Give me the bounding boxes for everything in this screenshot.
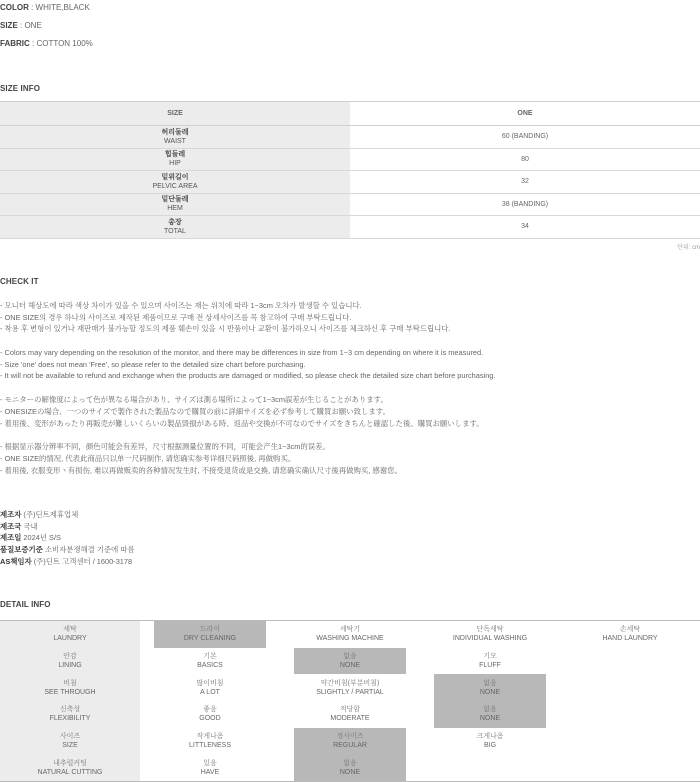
- spec-color: COLOR : WHITE,BLACK: [0, 3, 90, 12]
- check-gap: [0, 382, 700, 394]
- detail-cell-en: LITTLENESS: [188, 742, 231, 750]
- detail-cell-ko: 비침: [63, 679, 77, 687]
- detail-cell-en: BIG: [483, 742, 497, 750]
- detail-info-title: DETAIL INFO: [0, 600, 51, 609]
- detail-cell-ko: 좋음: [203, 706, 217, 714]
- detail-cell: [0, 621, 140, 648]
- size-row: [0, 194, 700, 217]
- detail-cell: [560, 648, 700, 675]
- detail-cell-en: NATURAL CUTTING: [37, 768, 103, 776]
- check-note-line: - It will not be available to refund and exchange when the products are damaged or modified, so please check the detailed size chart before purchasing.: [0, 371, 496, 381]
- maker-info: [0, 509, 135, 567]
- size-table: [0, 101, 700, 239]
- detail-cell: [0, 648, 140, 675]
- check-note-line: - ONE SIZE的情况, 代表此商品只以单一尺码制作, 请您确实参考详细尺码照後, 再做购买。: [0, 453, 296, 463]
- size-row: [0, 171, 700, 194]
- size-row-value: 60 (BANDING): [501, 133, 549, 141]
- maker-info-label: 제조일: [0, 533, 22, 543]
- size-row: [0, 216, 700, 239]
- detail-cell-inner: [0, 648, 140, 675]
- detail-cell-inner: [434, 648, 546, 675]
- detail-cell-en: REGULAR: [333, 742, 367, 750]
- maker-info-label: 제조국: [0, 521, 22, 531]
- size-row-label: [0, 216, 350, 238]
- detail-cell-inner: [574, 621, 686, 648]
- size-row-value: 32: [521, 178, 529, 186]
- size-row-label-ko: 허리둘레: [161, 128, 189, 136]
- detail-cell: [560, 754, 700, 781]
- detail-cell: [420, 754, 560, 781]
- detail-cell-en: NONE: [339, 768, 361, 776]
- detail-cell-ko: 손세탁: [619, 626, 641, 634]
- detail-cell-ko: 없음: [343, 653, 357, 661]
- detail-cell: [420, 621, 560, 648]
- detail-cell-inner: [294, 701, 406, 728]
- detail-cell: [140, 674, 280, 701]
- maker-info-line: [0, 521, 135, 533]
- detail-cell-en: FLUFF: [479, 662, 501, 670]
- check-gap: [0, 335, 700, 347]
- detail-cell-en: LAUNDRY: [53, 635, 87, 643]
- detail-cell-en: DRY CLEANING: [183, 635, 237, 643]
- detail-cell-inner: [0, 754, 140, 781]
- detail-cell-ko: 없음: [343, 759, 357, 767]
- size-row-label-en: TOTAL: [164, 227, 186, 235]
- maker-info-label: AS책임자: [0, 556, 32, 566]
- size-row: [0, 126, 700, 149]
- detail-cell-ko: 신축성: [59, 706, 81, 714]
- detail-row: [0, 674, 700, 701]
- size-row-label-en: HEM: [167, 205, 183, 213]
- detail-cell: [280, 701, 420, 728]
- detail-cell: [560, 621, 700, 648]
- size-row-label: [0, 149, 350, 171]
- detail-cell: [560, 728, 700, 755]
- detail-cell-inner: [294, 728, 406, 755]
- detail-cell: [560, 674, 700, 701]
- detail-cell-inner: [154, 728, 266, 755]
- detail-cell-inner: [434, 728, 546, 755]
- detail-row: [0, 648, 700, 675]
- detail-cell-ko: 없음: [483, 706, 497, 714]
- detail-cell-inner: [154, 621, 266, 648]
- detail-row: [0, 621, 700, 648]
- check-gap: [0, 429, 700, 441]
- size-row-value: 80: [521, 155, 529, 163]
- check-note-line: - Size 'one' does not mean 'Free', so please refer to the detailed size chart before purchasing.: [0, 359, 306, 369]
- check-note-line: - 着用後, 衣服变形丶有损伤, 难以再做贩卖的各种情况发生时, 不接受退货或是交換, 请您确实确认尺寸後再做购买, 感谢您。: [0, 465, 402, 475]
- maker-info-value: (주)딘트 고객센터 / 1600-3178: [33, 556, 133, 566]
- detail-cell-inner: [294, 674, 406, 701]
- detail-cell: [140, 648, 280, 675]
- size-row-label-en: HIP: [169, 160, 181, 168]
- detail-cell-inner: [434, 674, 546, 701]
- detail-grid: [0, 620, 700, 782]
- check-note-line: - ONESIZEの場合、一つのサイズで製作された製品なので購買の前に詳細サイズを必ず参考して購買お願い致します。: [0, 406, 390, 416]
- detail-cell-selected: [280, 754, 420, 781]
- detail-cell-selected: [140, 621, 280, 648]
- check-note-line: - モニターの解像度によって色が異なる場合があり、サイズは測る場所によって1~3cm誤差が生じることがあります。: [0, 395, 388, 405]
- detail-cell-en: FLEXIBILITY: [49, 715, 91, 723]
- detail-cell-en: SIZE: [62, 742, 78, 750]
- size-row-value: 34: [521, 223, 529, 231]
- detail-cell-ko: 세탁: [63, 626, 77, 634]
- detail-cell-inner: [154, 701, 266, 728]
- detail-cell-ko: 크게나옴: [476, 733, 504, 741]
- check-note-line: - 根据显示器分辨率不同，颜色可能会有差异，尺寸根据测量位置的不同，可能会产生1~3cm的误差。: [0, 442, 330, 452]
- detail-cell-ko: 약간비침(부분비침): [320, 679, 380, 687]
- detail-cell-ko: 세탁기: [339, 626, 361, 634]
- size-info-title: SIZE INFO: [0, 84, 41, 93]
- detail-cell: [560, 701, 700, 728]
- detail-cell-en: HAND LAUNDRY: [602, 635, 658, 643]
- detail-cell-ko: 기모: [483, 653, 497, 661]
- detail-cell: [140, 701, 280, 728]
- detail-cell-ko: 안감: [63, 653, 77, 661]
- detail-cell-inner: [0, 701, 140, 728]
- maker-info-line: [0, 509, 135, 521]
- check-note-line: - 착용 후 변형이 있거나 재판매가 불가능할 정도의 제품 훼손이 있을 시 반품이나 교환이 불가하오니 사이즈를 체크하신 후 구매 부탁드립니다.: [0, 324, 451, 334]
- size-row-label-ko: 힙둘레: [164, 151, 186, 159]
- detail-cell-inner: [0, 674, 140, 701]
- detail-cell: [280, 621, 420, 648]
- check-note-line: - 着用後、変形があったり再販売が難しいくらいの製品毀損がある時、返品や交換が不可なのでサイズをきちんと確認した後、購買お願いします。: [0, 418, 484, 428]
- maker-info-line: [0, 532, 135, 544]
- maker-info-value: 국내: [23, 521, 38, 531]
- detail-cell-ko: 기본: [203, 653, 217, 661]
- size-row-label: [0, 194, 350, 216]
- detail-cell-en: WASHING MACHINE: [316, 635, 384, 643]
- detail-cell-en: NONE: [479, 688, 501, 696]
- detail-cell-en: NONE: [479, 715, 501, 723]
- detail-cell: [0, 754, 140, 781]
- detail-cell: [140, 728, 280, 755]
- detail-cell-en: GOOD: [199, 715, 221, 723]
- detail-cell-ko: 정사이즈: [336, 733, 364, 741]
- check-note-line: - ONE SIZE의 경우 하나의 사이즈로 제작된 제품이므로 구매 전 상세사이즈를 꼭 참고하여 구매 부탁드립니다.: [0, 312, 352, 322]
- detail-row: [0, 728, 700, 755]
- detail-cell-selected: [280, 728, 420, 755]
- detail-cell-ko: 작게나옴: [196, 733, 224, 741]
- detail-cell-en: LINING: [58, 662, 82, 670]
- detail-cell-inner: [154, 674, 266, 701]
- size-row-label-en: WAIST: [164, 137, 186, 145]
- maker-info-line: [0, 544, 135, 556]
- detail-cell-selected: [280, 648, 420, 675]
- detail-cell-en: SEE THROUGH: [44, 688, 96, 696]
- detail-row: [0, 754, 700, 781]
- check-it-notes: [0, 300, 700, 476]
- size-row-label: [0, 171, 350, 193]
- detail-cell-inner: [434, 701, 546, 728]
- detail-cell-en: A LOT: [200, 688, 220, 696]
- detail-cell: [0, 674, 140, 701]
- detail-cell-en: SLIGHTLY / PARTIAL: [316, 688, 384, 696]
- size-table-header: [0, 102, 700, 126]
- check-note-line: - 모니터 해상도에 따라 색상 차이가 있을 수 있으며 사이즈는 재는 위치에 따라 1~3cm 오차가 발생할 수 있습니다.: [0, 301, 362, 310]
- detail-row: [0, 701, 700, 728]
- size-row-label-en: PELVIC AREA: [152, 182, 198, 190]
- size-row-label-ko: 총장: [168, 218, 182, 226]
- detail-cell-inner: [0, 728, 140, 755]
- detail-cell-ko: 드라이: [199, 626, 221, 634]
- detail-cell-en: MODERATE: [330, 715, 370, 723]
- detail-cell-inner: [294, 621, 406, 648]
- detail-cell-inner: [154, 754, 266, 781]
- maker-info-value: 소비자분쟁해결 기준에 따름: [44, 545, 135, 555]
- unit-label: 단위: cm: [677, 245, 700, 251]
- detail-cell-ko: 있음: [203, 759, 217, 767]
- detail-cell: [420, 728, 560, 755]
- size-header-value: ONE: [350, 102, 700, 125]
- check-it-title: CHECK IT: [0, 277, 39, 286]
- size-row-label-ko: 밑위길이: [161, 173, 189, 181]
- detail-cell: [280, 674, 420, 701]
- detail-cell-ko: 사이즈: [59, 733, 81, 741]
- detail-cell-inner: [294, 648, 406, 675]
- detail-cell: [0, 728, 140, 755]
- detail-cell-en: NONE: [339, 662, 361, 670]
- detail-cell: [140, 754, 280, 781]
- detail-cell-selected: [420, 674, 560, 701]
- detail-cell-en: HAVE: [200, 768, 220, 776]
- size-header-label: SIZE: [0, 102, 350, 125]
- maker-info-line: [0, 556, 135, 568]
- spec-size: SIZE : ONE: [0, 21, 42, 30]
- detail-cell-ko: 적당함: [339, 706, 361, 714]
- detail-cell-inner: [294, 754, 406, 781]
- detail-cell-inner: [0, 621, 140, 648]
- detail-cell-selected: [420, 701, 560, 728]
- spec-fabric: FABRIC : COTTON 100%: [0, 39, 93, 48]
- detail-cell: [420, 648, 560, 675]
- size-row-label: [0, 126, 350, 148]
- detail-cell-ko: 내추럴커팅: [53, 759, 87, 767]
- check-note-line: - Colors may vary depending on the resolution of the monitor, and there may be differences in size from 1~3 cm depending on where it is measured.: [0, 348, 484, 358]
- detail-cell-ko: 많이비침: [196, 679, 224, 687]
- detail-cell-en: BASICS: [197, 662, 223, 670]
- maker-info-value: (주)딘트제휴업체: [23, 510, 79, 519]
- detail-cell-inner: [154, 648, 266, 675]
- detail-cell: [0, 701, 140, 728]
- detail-cell-inner: [434, 621, 546, 648]
- maker-info-label: 제조자: [0, 510, 22, 519]
- size-row-label-ko: 밑단둘레: [161, 196, 189, 204]
- maker-info-label: 품질보증기준: [0, 545, 43, 555]
- detail-cell-ko: 단독세탁: [476, 626, 504, 634]
- maker-info-value: 2024년 S/S: [23, 533, 61, 543]
- detail-cell-en: INDIVIDUAL WASHING: [452, 635, 528, 643]
- size-row-value: 38 (BANDING): [501, 200, 549, 208]
- size-row: [0, 149, 700, 172]
- detail-cell-ko: 없음: [483, 679, 497, 687]
